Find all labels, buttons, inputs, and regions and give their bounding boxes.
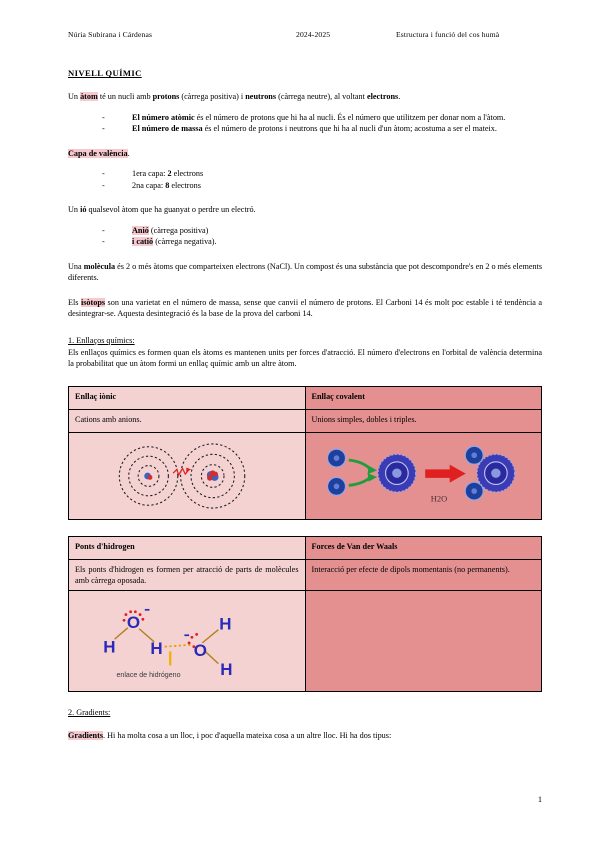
text-fragment: Un: [68, 205, 81, 214]
subheading-gradients: 2. Gradients:: [68, 708, 111, 718]
hydrogen-bond-diagram: [75, 595, 299, 687]
table-chemical-bonds: [68, 386, 542, 520]
list-shell-capacities: [68, 168, 542, 191]
list-item-bold: El número atòmic: [132, 112, 195, 122]
list-item-text: (càrrega positiva): [148, 225, 209, 235]
table-header-enllac-covalent: Enllaç covalent: [305, 386, 542, 409]
atom-label-h: H: [150, 639, 163, 659]
header-author: Núria Subirana i Cárdenas: [68, 30, 153, 39]
text-fragment: Els: [68, 297, 81, 307]
covalent-bond-diagram: [312, 437, 536, 515]
paragraph-enllacos-quimics: Els enllaços químics es formen quan els àtoms es mantenen units per forces d'atracció. El número d'electrons en l'orbital de valència determina la probabilitat que un àtom formi un enllaç químic amb un altre àtom.: [68, 347, 542, 368]
hydrogen-atom-icon: [327, 449, 345, 467]
table-cell-hydrogen-figure: [69, 591, 306, 692]
table-cell-covalent-description: Unions simples, dobles i triples.: [305, 409, 542, 432]
table-row: [69, 432, 542, 519]
highlight-isotops: isòtops: [80, 297, 106, 307]
list-item-text: 1era capa:: [132, 169, 168, 178]
text-fragment: Un: [68, 92, 81, 101]
highlight-atom: àtom: [80, 92, 98, 101]
oxygen-atom-icon: [477, 454, 515, 492]
table-row: [69, 386, 542, 409]
arrow-head: [367, 465, 376, 473]
reaction-arrow: [425, 464, 466, 482]
list-item-bold: 2: [167, 169, 172, 178]
hydrogen-atom-icon: [327, 477, 345, 495]
list-atomic-numbers: [68, 112, 542, 135]
paragraph-atom-definition: [68, 91, 542, 103]
oxygen-atom-icon: [378, 454, 416, 492]
list-item-bold: El número de massa: [132, 124, 203, 133]
list-item: [102, 225, 542, 237]
table-header-van-der-waals: Forces de Van der Waals: [305, 536, 542, 559]
list-item: [102, 112, 542, 124]
paragraph-molecule: [68, 261, 542, 284]
atom-label-h: H: [220, 660, 233, 680]
text-fragment: té un nucli amb: [97, 92, 153, 101]
table-cell-covalent-figure: [305, 432, 542, 519]
header-course-title: Estructura i funció del cos humà: [396, 30, 500, 39]
figure-caption-hydrogen-bond: enlace de hidrógeno: [116, 672, 181, 680]
page-number: 1: [537, 795, 542, 804]
header-year: 2024-2025: [296, 30, 331, 39]
table-row: [69, 559, 542, 591]
atom-label-o: O: [126, 613, 141, 633]
paragraph-gradients: [68, 730, 542, 742]
table-header-enllac-ionic: Enllaç iònic: [69, 386, 306, 409]
page-title: NIVELL QUÍMIC: [68, 68, 142, 78]
text-fragment: (càrrega positiva) i: [179, 92, 246, 101]
atom-labels: [103, 613, 232, 679]
atom-label-h: H: [219, 614, 232, 634]
list-item: [102, 236, 542, 248]
partial-charge-marks: [145, 609, 189, 636]
table-header-ponts-hidrogen: Ponts d'hidrogen: [69, 536, 306, 559]
bold-protons: protons: [152, 92, 180, 101]
document-header: [68, 30, 542, 44]
list-item-text: és el número de protons i neutrons que hi ha al nucli d'un àtom; acostuma a ser el mateix.: [202, 124, 497, 133]
paragraph-isotopes: [68, 297, 542, 320]
text-fragment: Una: [68, 261, 84, 271]
table-intermolecular-forces: [68, 536, 542, 693]
text-fragment: .: [127, 148, 130, 158]
table-row: [69, 409, 542, 432]
list-item-text: és el número de protons que hi ha al nucli. És el número que utilitzem per donar nom a l'àtom.: [194, 112, 506, 122]
atom-label-o: O: [193, 641, 208, 661]
table-cell-vanderwaals-figure: [305, 591, 542, 692]
list-item-text: electrons: [169, 180, 201, 190]
table-row: [69, 591, 542, 692]
list-item: [102, 168, 542, 180]
highlight-anio: Anió: [132, 225, 149, 235]
arrow-head: [367, 473, 376, 481]
nucleus-right: [207, 470, 219, 481]
text-fragment: .: [398, 92, 401, 101]
text-fragment: . Hi ha molta cosa a un lloc, i poc d'aquella mateixa cosa a un altre lloc. Hi ha dos tipus:: [103, 731, 392, 741]
heading-capa-valencia: [68, 148, 542, 160]
table-row: [69, 536, 542, 559]
paragraph-ion-definition: [68, 204, 542, 216]
text-fragment: son una varietat en el número de massa, sense que canvii el número de protons. El Carboni 14 és molt poc estable i té tendència a desintegrar-se. Aquesta desintegració és la base de la prova del carboni 14.: [68, 297, 542, 318]
bold-io: ió: [80, 205, 87, 214]
list-item: [102, 180, 542, 192]
bold-molecula: molècula: [83, 261, 116, 271]
hydrogen-atom-icon: [465, 482, 483, 500]
bold-electrons: electrons: [366, 92, 399, 101]
highlight-capa-valencia: Capa de valència: [68, 148, 128, 158]
bold-neutrons: neutrons: [245, 92, 277, 101]
arrow-head: [186, 467, 191, 472]
ionic-bond-diagram: [75, 437, 299, 515]
table-cell-hydrogen-description: Els ponts d'hidrogen es formen per atracció de parts de molècules amb càrrega oposada.: [69, 559, 306, 591]
atom-label-h: H: [103, 637, 116, 657]
text-fragment: (càrrega neutre), al voltant: [276, 92, 367, 101]
list-item-text: electrons: [171, 169, 204, 178]
list-item-bold: 8: [165, 180, 170, 190]
table-cell-vanderwaals-description: Interacció per efecte de dipols momentanis (no permanents).: [305, 559, 542, 591]
highlight-catio: i catió: [132, 237, 154, 246]
text-fragment: és 2 o més àtoms que comparteixen electrons (NaCl). Un compost és una substància que pot descompondre's en 2 o més elements diferents.: [68, 261, 543, 282]
table-cell-ionic-description: Cations amb anions.: [69, 409, 306, 432]
list-item: [102, 123, 542, 135]
hydrogen-atom-icon: [465, 446, 483, 464]
figure-caption-formula: H2O: [430, 492, 447, 503]
list-ion-types: [68, 225, 542, 248]
subheading-enllacos-quimics: 1. Enllaços químics:: [68, 335, 135, 345]
hydrogen-bond-line: [165, 645, 192, 647]
text-fragment: qualsevol àtom que ha guanyat o perdre un electró.: [86, 205, 256, 214]
table-cell-ionic-figure: [69, 432, 306, 519]
list-item-text: (càrrega negativa).: [153, 237, 217, 246]
bonding-arrow: [348, 459, 370, 484]
highlight-gradients: Gradients: [68, 731, 104, 741]
list-item-text: 2na capa:: [132, 180, 166, 190]
nucleus-left: [144, 472, 152, 479]
